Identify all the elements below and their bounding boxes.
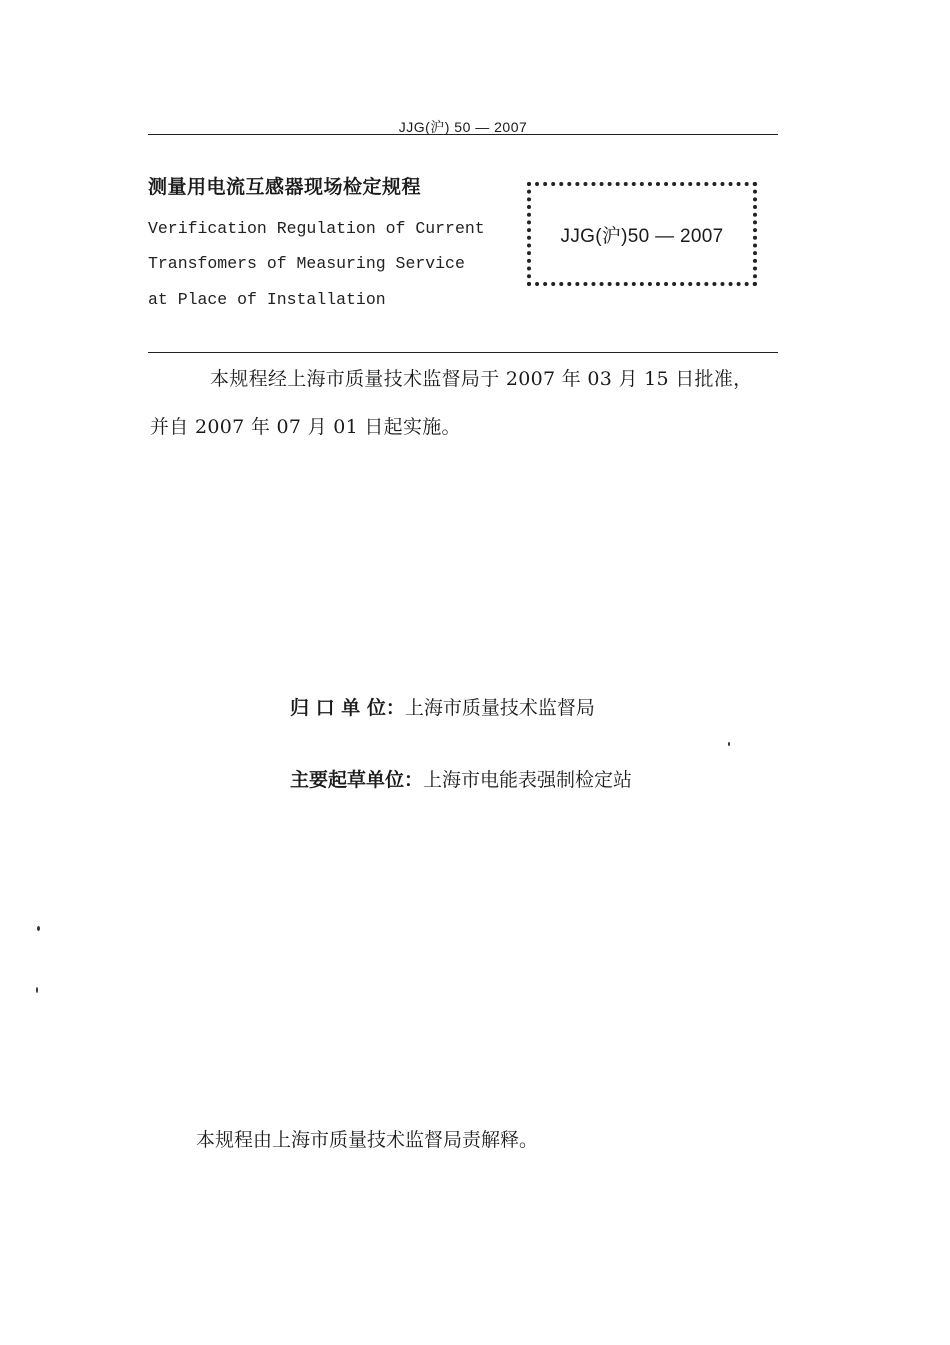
title-chinese: 测量用电流互感器现场检定规程 [148,176,422,198]
title-separator-rule [148,352,778,353]
drafting-unit [290,765,632,792]
header-rule [148,134,778,135]
approval-statement-line-1: 本规程经上海市质量技术监督局于 2007 年 03 月 15 日批准， [210,368,753,390]
interpretation-note: 本规程由上海市质量技术监督局责解释。 [196,1129,539,1151]
scan-speck [37,926,40,931]
responsible-unit [290,693,595,720]
regulation-code-box [527,182,757,286]
title-english-line-3: at Place of Installation [148,290,386,309]
scan-speck [728,742,730,746]
title-english-line-2: Transfomers of Measuring Service [148,254,465,273]
drafting-unit-label: 主要起草单位： [290,769,424,791]
responsible-unit-label: 归 口 单 位： [290,697,405,719]
scan-speck [36,987,38,993]
title-english-line-1: Verification Regulation of Current [148,219,485,238]
drafting-unit-value: 上海市电能表强制检定站 [423,769,633,791]
running-header-code: JJG(沪) 50 — 2007 [398,119,528,135]
responsible-unit-value: 上海市质量技术监督局 [404,697,595,719]
regulation-code: JJG(沪)50 — 2007 [560,225,724,247]
approval-statement-line-2: 并自 2007 年 07 月 01 日起实施。 [150,416,461,438]
